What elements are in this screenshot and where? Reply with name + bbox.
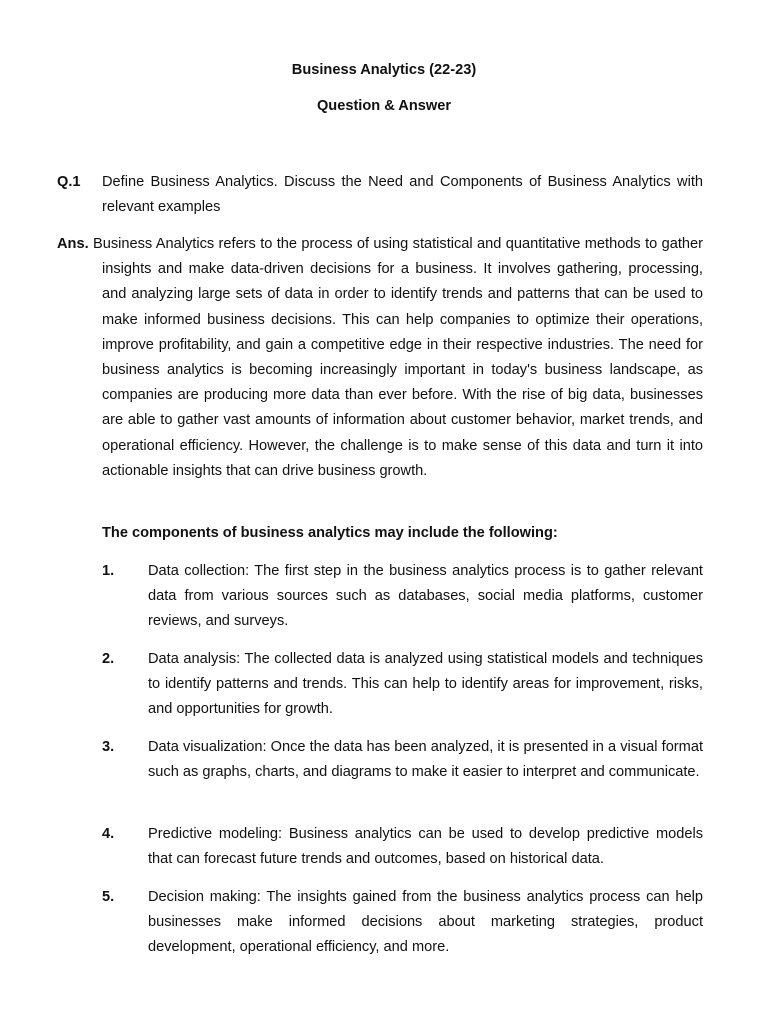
- list-item-text: Data analysis: The collected data is analyzed using statistical models and techniques to identify patterns and trends. This can help to identify areas for improvement, risks, and opportunities for growth.: [148, 651, 703, 718]
- answer-label: Ans.: [57, 236, 89, 252]
- question-text: Define Business Analytics. Discuss the Need and Components of Business Analytics with relevant examples: [102, 174, 703, 215]
- list-item-number: 2.: [102, 651, 115, 667]
- list-item: [102, 735, 703, 785]
- list-item-number: 1.: [102, 563, 115, 579]
- list-item-number: 3.: [102, 739, 115, 755]
- list-item: [102, 822, 703, 872]
- list-item-text: Decision making: The insights gained from the business analytics process can help businesses make informed decisions about marketing strategies, product development, operational efficiency, and more.: [148, 889, 703, 956]
- list-item-text: Data visualization: Once the data has been analyzed, it is presented in a visual format such as graphs, charts, and diagrams to make it easier to interpret and communicate.: [148, 739, 703, 781]
- list-item-text: Data collection: The first step in the business analytics process is to gather relevant data from various sources such as databases, social media platforms, customer reviews, and surveys.: [148, 563, 703, 630]
- list-item-number: 5.: [102, 889, 115, 905]
- answer-block: [57, 232, 703, 484]
- list-item: [102, 559, 703, 635]
- list-item-number: 4.: [102, 826, 115, 842]
- answer-text: Business Analytics refers to the process of using statistical and quantitative methods to gather insights and make data-driven decisions for a business. It involves gathering, processing, and analyzing large sets of data in order to identify trends and patterns that can be used to make informed business decisions. This can help companies to optimize their operations, improve profitability, and gain a competitive edge in their respective industries. The need for business analytics is becoming increasingly important in today's business landscape, as companies are producing more data than ever before. With the rise of big data, businesses are able to gather vast amounts of information about customer behavior, market trends, and operational efficiency. However, the challenge is to make sense of this data and turn it into actionable insights that can drive business growth.: [93, 236, 704, 479]
- list-item: [102, 647, 703, 723]
- document-subtitle: Question & Answer: [316, 98, 452, 114]
- document-title: Business Analytics (22-23): [291, 62, 477, 78]
- list-item: [102, 885, 703, 961]
- components-heading: The components of business analytics may include the following:: [102, 525, 558, 541]
- question-block: [57, 170, 703, 220]
- answer-paragraph: [57, 232, 703, 484]
- list-item-text: Predictive modeling: Business analytics can be used to develop predictive models that can forecast future trends and outcomes, based on historical data.: [148, 826, 703, 868]
- question-label: Q.1: [57, 174, 81, 190]
